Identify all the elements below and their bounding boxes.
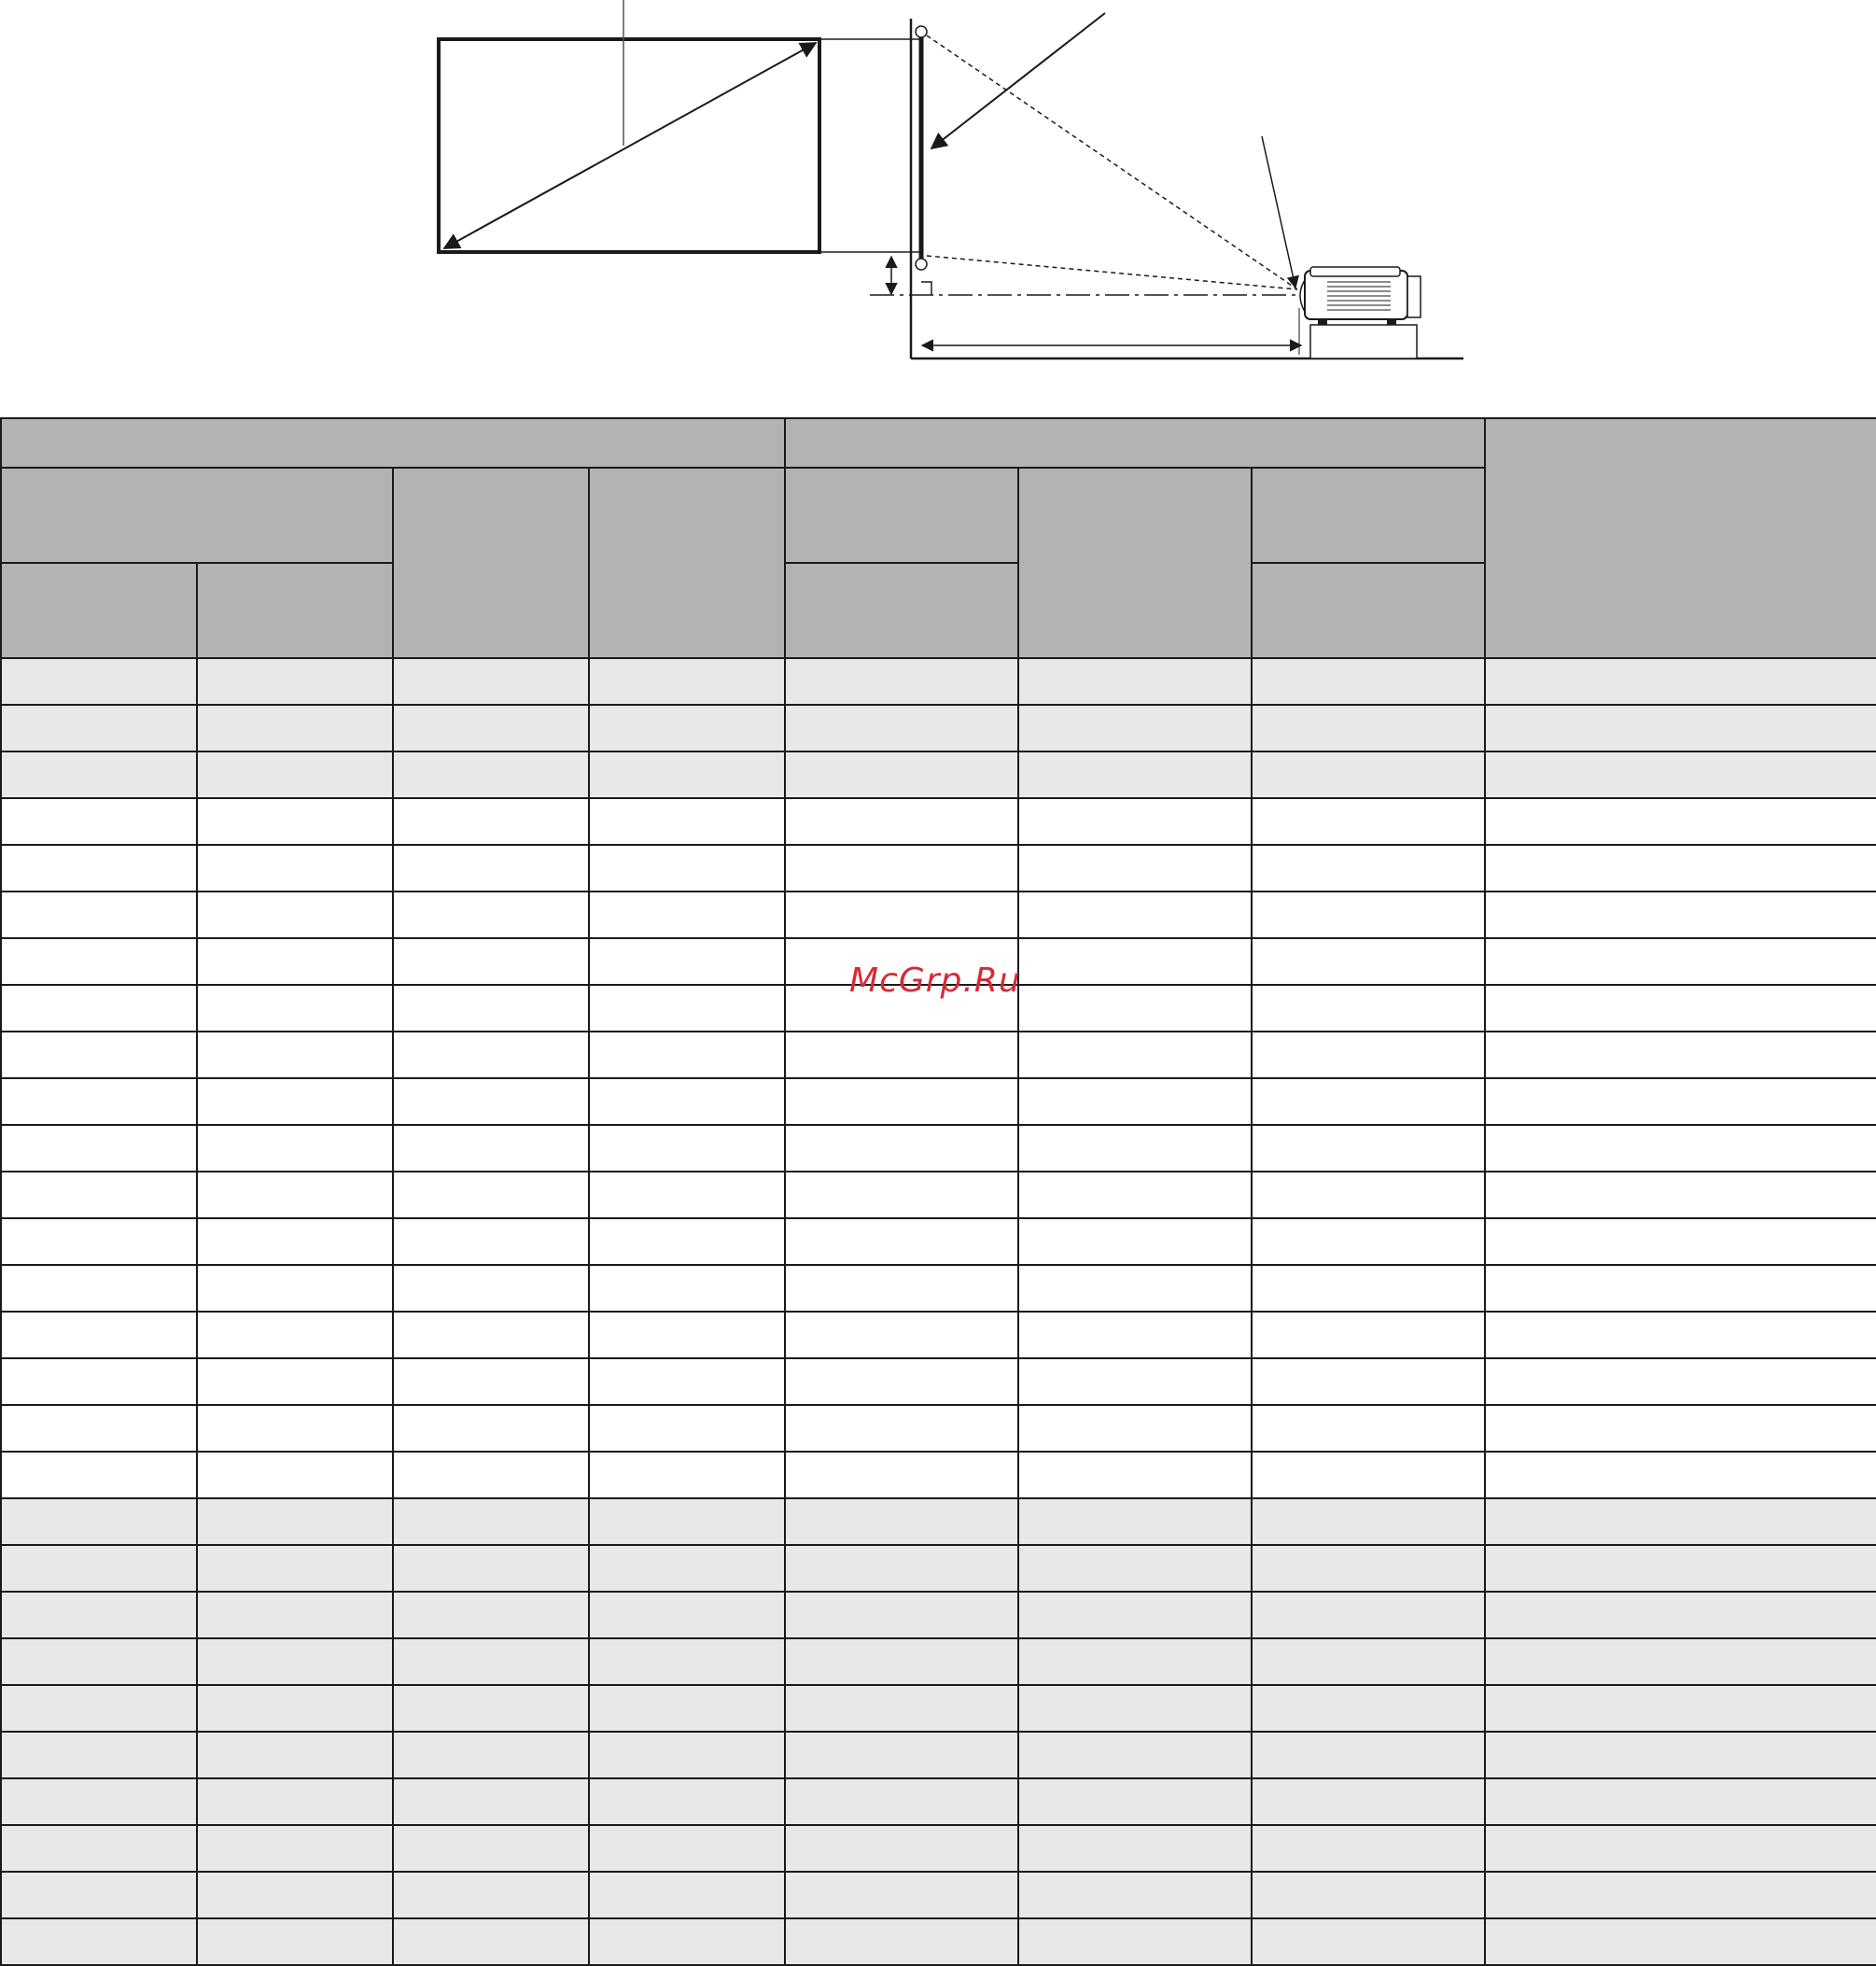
table-cell: [1, 1452, 197, 1498]
table-cell: [589, 1685, 785, 1732]
table-cell: [589, 938, 785, 985]
table-cell: [1485, 985, 1876, 1032]
table-cell: [589, 1638, 785, 1685]
table-cell: [393, 1825, 589, 1872]
table-cell: [1, 1172, 197, 1218]
table-cell: [1485, 938, 1876, 985]
table-cell: [1, 1872, 197, 1918]
table-cell: [393, 1545, 589, 1592]
table-cell: [393, 1032, 589, 1078]
table-cell: [197, 1078, 393, 1125]
table-cell: [1485, 1732, 1876, 1778]
table-cell: [1252, 845, 1485, 892]
table-cell: [785, 1872, 1018, 1918]
header-group-screen-size: [1, 418, 785, 468]
table-cell: [197, 1872, 393, 1918]
table-cell: [785, 1638, 1018, 1685]
table-cell: [393, 1732, 589, 1778]
table-cell: [1252, 1778, 1485, 1825]
table-cell: [197, 985, 393, 1032]
table-cell: [1, 751, 197, 798]
table-cell: [589, 751, 785, 798]
table-cell: [1018, 845, 1252, 892]
table-cell: [785, 892, 1018, 938]
header-diagonal-unit-a: [1, 563, 197, 658]
table-cell: [1, 892, 197, 938]
table-cell: [393, 1405, 589, 1452]
table-row: [1, 1218, 1876, 1265]
table-cell: [393, 1125, 589, 1172]
table-cell: [1252, 1918, 1485, 1965]
table-row: [1, 1918, 1876, 1965]
table-cell: [1485, 1125, 1876, 1172]
table-cell: [1485, 1032, 1876, 1078]
table-row: [1, 1312, 1876, 1358]
table-cell: [197, 892, 393, 938]
table-cell: [1018, 705, 1252, 751]
lens-pointer-arrow: [1262, 136, 1295, 288]
table-cell: [1252, 1498, 1485, 1545]
table-cell: [1018, 1032, 1252, 1078]
table-cell: [393, 845, 589, 892]
table-cell: [589, 1172, 785, 1218]
table-cell: [1485, 1452, 1876, 1498]
table-cell: [785, 658, 1018, 705]
table-cell: [1485, 1825, 1876, 1872]
header-height: [393, 468, 589, 658]
projection-ray-bottom: [927, 256, 1297, 289]
table-cell: [393, 751, 589, 798]
table-cell: [1, 798, 197, 845]
table-cell: [1, 1825, 197, 1872]
table-cell: [1, 1312, 197, 1358]
table-cell: [1252, 1218, 1485, 1265]
table-cell: [785, 845, 1018, 892]
table-cell: [589, 1872, 785, 1918]
table-cell: [785, 1918, 1018, 1965]
table-cell: [1485, 1545, 1876, 1592]
projection-dimensions-table: [0, 417, 1876, 1966]
table-cell: [197, 845, 393, 892]
table-cell: [1018, 1312, 1252, 1358]
table-cell: [1485, 1498, 1876, 1545]
table-cell: [1, 1265, 197, 1312]
header-max-zoom: [1252, 563, 1485, 658]
table-cell: [393, 1778, 589, 1825]
table-cell: [197, 1265, 393, 1312]
table-cell: [589, 658, 785, 705]
table-row: [1, 1872, 1876, 1918]
table-row: [1, 892, 1876, 938]
table-cell: [785, 1685, 1018, 1732]
header-max-distance: [1252, 468, 1485, 563]
table-cell: [197, 1405, 393, 1452]
table-cell: [1485, 705, 1876, 751]
table-cell: [1018, 1685, 1252, 1732]
header-diagonal: [1, 468, 393, 563]
table-cell: [785, 1778, 1018, 1825]
table-row: [1, 1032, 1876, 1078]
table-cell: [197, 1452, 393, 1498]
table-cell: [1, 1358, 197, 1405]
table-cell: [785, 1405, 1018, 1452]
table-cell: [1485, 1358, 1876, 1405]
table-cell: [1018, 1918, 1252, 1965]
table-cell: [589, 892, 785, 938]
table-cell: [1485, 1078, 1876, 1125]
table-cell: [589, 1825, 785, 1872]
table-row: [1, 1452, 1876, 1498]
table-cell: [1018, 1545, 1252, 1592]
table-cell: [785, 1218, 1018, 1265]
table-cell: [197, 1498, 393, 1545]
table-cell: [1018, 798, 1252, 845]
table-row: [1, 845, 1876, 892]
table-cell: [785, 798, 1018, 845]
table-cell: [1, 1685, 197, 1732]
table-cell: [589, 798, 785, 845]
table-cell: [1485, 1638, 1876, 1685]
table-cell: [1252, 1358, 1485, 1405]
table-cell: [1, 1592, 197, 1638]
table-cell: [393, 1358, 589, 1405]
table-cell: [1, 985, 197, 1032]
table-cell: [1018, 985, 1252, 1032]
table-cell: [1018, 1078, 1252, 1125]
table-cell: [785, 1032, 1018, 1078]
right-angle-mark: [921, 282, 931, 295]
table-cell: [1252, 1405, 1485, 1452]
projector-icon: [1300, 267, 1421, 358]
table-cell: [1252, 1545, 1485, 1592]
table-cell: [1018, 1732, 1252, 1778]
table-row: [1, 751, 1876, 798]
table-cell: [1018, 1265, 1252, 1312]
table-row: [1, 1638, 1876, 1685]
table-row: [1, 1125, 1876, 1172]
table-cell: [785, 1452, 1018, 1498]
table-cell: [589, 985, 785, 1032]
table-cell: [1252, 1032, 1485, 1078]
table-cell: [1252, 798, 1485, 845]
table-cell: [1252, 1452, 1485, 1498]
header-average: [1018, 468, 1252, 658]
table-cell: [393, 1452, 589, 1498]
table-cell: [1, 1125, 197, 1172]
table-cell: [589, 1265, 785, 1312]
table-cell: [1018, 1825, 1252, 1872]
table-row: [1, 1405, 1876, 1452]
table-cell: [197, 1638, 393, 1685]
table-cell: [1485, 1405, 1876, 1452]
table-cell: [589, 1405, 785, 1452]
table-cell: [197, 1358, 393, 1405]
header-width: [589, 468, 785, 658]
table-cell: [393, 985, 589, 1032]
table-cell: [1018, 1172, 1252, 1218]
table-row: [1, 1732, 1876, 1778]
table-cell: [393, 658, 589, 705]
table-cell: [1485, 1918, 1876, 1965]
table-cell: [1252, 705, 1485, 751]
table-cell: [785, 1265, 1018, 1312]
table-cell: [197, 1125, 393, 1172]
table-row: [1, 1358, 1876, 1405]
table-cell: [393, 1638, 589, 1685]
table-cell: [197, 798, 393, 845]
table-row: [1, 1685, 1876, 1732]
table-row: [1, 1825, 1876, 1872]
table-cell: [1252, 985, 1485, 1032]
table-cell: [1018, 658, 1252, 705]
table-cell: [1018, 1592, 1252, 1638]
table-cell: [589, 1778, 785, 1825]
table-cell: [589, 1125, 785, 1172]
table-cell: [1485, 1172, 1876, 1218]
table-cell: [393, 1172, 589, 1218]
table-row: [1, 658, 1876, 705]
table-cell: [1485, 892, 1876, 938]
table-cell: [197, 1732, 393, 1778]
table-cell: [197, 1218, 393, 1265]
table-cell: [1252, 1172, 1485, 1218]
header-diagonal-unit-b: [197, 563, 393, 658]
table-cell: [1018, 1125, 1252, 1172]
table-cell: [393, 1498, 589, 1545]
table-cell: [1, 658, 197, 705]
table-row: [1, 798, 1876, 845]
table-cell: [1252, 1685, 1485, 1732]
table-cell: [785, 1545, 1018, 1592]
table-cell: [1485, 1872, 1876, 1918]
table-cell: [589, 1218, 785, 1265]
table-cell: [1252, 1312, 1485, 1358]
header-vertical-offset: [1485, 418, 1876, 658]
table-cell: [1018, 1778, 1252, 1825]
table-cell: [785, 751, 1018, 798]
table-cell: [1485, 845, 1876, 892]
table-cell: [1252, 1125, 1485, 1172]
table-cell: [589, 1498, 785, 1545]
screen-bottom-point: [916, 259, 927, 270]
table-cell: [393, 1312, 589, 1358]
header-min-distance: [785, 468, 1018, 563]
table-cell: [393, 1078, 589, 1125]
table-cell: [589, 1358, 785, 1405]
table-cell: [1, 1032, 197, 1078]
table-cell: [1, 1078, 197, 1125]
table-cell: [1018, 938, 1252, 985]
table-cell: [1252, 1732, 1485, 1778]
screen-top-point: [916, 26, 927, 37]
table-cell: [1485, 1218, 1876, 1265]
table-cell: [589, 705, 785, 751]
table-cell: [589, 1078, 785, 1125]
projection-ray-top: [927, 35, 1297, 289]
table-cell: [393, 1685, 589, 1732]
table-cell: [1018, 1452, 1252, 1498]
table-cell: [785, 1312, 1018, 1358]
table-cell: [1, 1918, 197, 1965]
table-cell: [1252, 658, 1485, 705]
table-cell: [1, 1545, 197, 1592]
table-cell: [1485, 1778, 1876, 1825]
table-cell: [589, 1732, 785, 1778]
table-cell: [393, 892, 589, 938]
screen-diagonal-arrow: [444, 43, 816, 248]
table-cell: [1252, 1592, 1485, 1638]
table-cell: [1252, 1872, 1485, 1918]
table-cell: [589, 1452, 785, 1498]
table-cell: [1485, 1592, 1876, 1638]
table-cell: [197, 1312, 393, 1358]
table-cell: [393, 1872, 589, 1918]
watermark-text: McGrp.Ru: [849, 962, 1021, 1000]
table-cell: [1252, 751, 1485, 798]
table-cell: [1, 845, 197, 892]
header-min-zoom: [785, 563, 1018, 658]
table-cell: [1, 1498, 197, 1545]
table-cell: [785, 1172, 1018, 1218]
table-cell: [393, 1218, 589, 1265]
table-row: [1, 1078, 1876, 1125]
table-cell: [1018, 1872, 1252, 1918]
table-cell: [589, 1592, 785, 1638]
table-cell: [1018, 1358, 1252, 1405]
table-cell: [1018, 1498, 1252, 1545]
table-cell: [1, 1405, 197, 1452]
table-cell: [1252, 938, 1485, 985]
table-row: [1, 1265, 1876, 1312]
table-cell: [393, 938, 589, 985]
table-cell: [1, 938, 197, 985]
table-cell: [393, 1592, 589, 1638]
table-cell: [393, 798, 589, 845]
table-cell: [589, 1545, 785, 1592]
table-cell: [1485, 798, 1876, 845]
table-cell: [785, 1592, 1018, 1638]
table-cell: [197, 751, 393, 798]
table-cell: [1, 1732, 197, 1778]
table-cell: [1485, 751, 1876, 798]
table-cell: [197, 1685, 393, 1732]
table-cell: [1252, 892, 1485, 938]
table-cell: [785, 1358, 1018, 1405]
table-cell: [393, 705, 589, 751]
table-cell: [1, 1638, 197, 1685]
table-cell: [197, 1825, 393, 1872]
table-cell: [1252, 1265, 1485, 1312]
table-body: [1, 658, 1876, 1965]
table-cell: [1018, 1405, 1252, 1452]
table-cell: [1252, 1638, 1485, 1685]
table-cell: [1, 705, 197, 751]
table-cell: [1252, 1825, 1485, 1872]
table-cell: [589, 845, 785, 892]
table-cell: [1485, 1265, 1876, 1312]
table-cell: [393, 1918, 589, 1965]
table-cell: [1018, 892, 1252, 938]
table-cell: [197, 938, 393, 985]
table-cell: [197, 1778, 393, 1825]
screen-pointer-arrow: [931, 13, 1105, 148]
table-cell: [197, 1032, 393, 1078]
table-row: [1, 1592, 1876, 1638]
table-row: [1, 1498, 1876, 1545]
table-row: [1, 1172, 1876, 1218]
table-cell: [1485, 658, 1876, 705]
table-row: [1, 705, 1876, 751]
table-cell: [785, 1125, 1018, 1172]
table-cell: [589, 1032, 785, 1078]
table-cell: [197, 1592, 393, 1638]
table-cell: [1252, 1078, 1485, 1125]
table-cell: [1018, 1218, 1252, 1265]
table-cell: [785, 1732, 1018, 1778]
projection-diagram: [0, 0, 1876, 383]
table-row: [1, 1545, 1876, 1592]
table-cell: [197, 1545, 393, 1592]
table-row: [1, 1778, 1876, 1825]
table-cell: [1485, 1312, 1876, 1358]
table-cell: [1018, 1638, 1252, 1685]
table-cell: [1485, 1685, 1876, 1732]
header-group-projection-distance: [785, 418, 1485, 468]
table-cell: [197, 1918, 393, 1965]
table-cell: [197, 658, 393, 705]
table-cell: [1, 1218, 197, 1265]
table-cell: [785, 1078, 1018, 1125]
table-cell: [393, 1265, 589, 1312]
table-cell: [1018, 751, 1252, 798]
table-cell: [785, 1825, 1018, 1872]
table-cell: [589, 1918, 785, 1965]
table-cell: [197, 705, 393, 751]
table-cell: [785, 705, 1018, 751]
table-cell: [197, 1172, 393, 1218]
table-cell: [589, 1312, 785, 1358]
table-cell: [1, 1778, 197, 1825]
table-cell: [785, 1498, 1018, 1545]
